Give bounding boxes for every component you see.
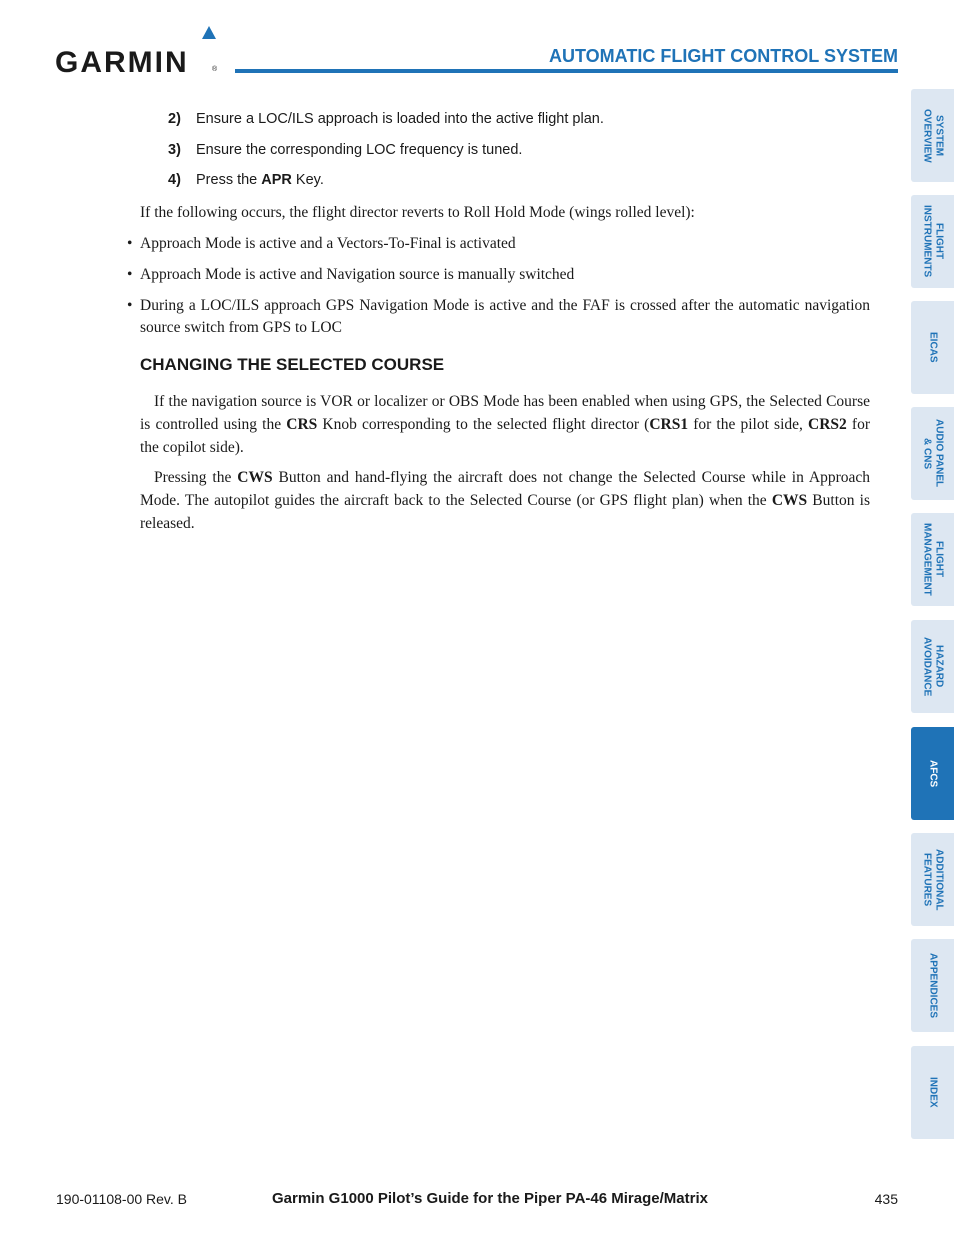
step-number: 3) xyxy=(168,142,181,158)
intro-paragraph: If the following occurs, the flight director reverts to Roll Hold Mode (wings rolled level): xyxy=(140,204,695,221)
garmin-delta-icon xyxy=(202,26,216,40)
logo-text: GARMIN xyxy=(55,46,189,79)
key-crs: CRS xyxy=(286,416,318,433)
tab-label: APPENDICES xyxy=(927,952,939,1018)
key-crs2: CRS2 xyxy=(808,416,847,433)
doc-number: 190-01108-00 Rev. B xyxy=(56,1191,188,1207)
tab-label: FLIGHT INSTRUMENTS xyxy=(921,205,945,278)
tab-label: AUDIO PANEL & CNS xyxy=(921,419,945,488)
bullet-item xyxy=(127,295,870,339)
step-text: Ensure a LOC/ILS approach is loaded into the active flight plan. xyxy=(196,111,604,127)
tab-afcs[interactable] xyxy=(911,727,954,820)
step-number: 2) xyxy=(168,111,181,127)
page-number: 435 xyxy=(874,1191,898,1207)
bullet-glyph: • xyxy=(127,297,133,314)
tab-eicas[interactable] xyxy=(911,301,954,394)
course-paragraph-1 xyxy=(140,390,870,459)
text-run: Pressing the xyxy=(154,469,238,486)
garmin-logo xyxy=(55,26,225,79)
tab-audio-panel-cns[interactable] xyxy=(911,407,954,500)
bullet-text: During a LOC/ILS approach GPS Navigation Mode is active and the FAF is crossed after the automatic navigation source switch from GPS to LOC xyxy=(140,297,870,336)
step-3 xyxy=(168,142,522,158)
key-crs1: CRS1 xyxy=(649,416,689,433)
text-run: for the copilot side). xyxy=(140,416,871,456)
step-text-post: Key. xyxy=(291,172,324,188)
step-text-pre: Press the xyxy=(196,172,262,188)
tab-label: FLIGHT MANAGEMENT xyxy=(921,523,945,596)
text-run: Knob corresponding to the selected flight director ( xyxy=(317,416,650,433)
tab-label: EICAS xyxy=(927,332,939,363)
bullet-item xyxy=(127,233,870,255)
tab-flight-instruments[interactable] xyxy=(911,195,954,288)
key-cws: CWS xyxy=(771,492,808,509)
logo-registered-mark: ® xyxy=(212,66,218,73)
tab-flight-management[interactable] xyxy=(911,513,954,606)
step-text: Ensure the corresponding LOC frequency is tuned. xyxy=(196,142,523,158)
text-run: If the navigation source is VOR or localizer or OBS Mode has been enabled when using GPS, the Selected Course is controlled using the xyxy=(140,393,870,433)
step-2 xyxy=(168,111,604,127)
key-cws: CWS xyxy=(237,469,273,486)
step-number: 4) xyxy=(168,172,181,188)
bullet-text: Approach Mode is active and a Vectors-To-Final is activated xyxy=(140,235,516,252)
subheading: CHANGING THE SELECTED COURSE xyxy=(140,355,445,374)
header-rule xyxy=(235,69,898,73)
course-paragraph-2 xyxy=(140,466,870,535)
tab-system-overview[interactable] xyxy=(911,89,954,182)
bullet-glyph: • xyxy=(127,235,133,252)
tab-label: INDEX xyxy=(927,1077,939,1108)
key-apr: APR xyxy=(261,172,292,188)
text-run: for the pilot side, xyxy=(688,416,809,433)
tab-label: AFCS xyxy=(927,759,939,788)
tab-additional-features[interactable] xyxy=(911,833,954,926)
bullet-item xyxy=(127,264,870,286)
text-run: Button and hand-flying the aircraft does not change the Selected Course while in Approach Mode. The autopilot guides the aircraft back to the Selected Course (or GPS flight plan) when the xyxy=(140,469,871,509)
tab-index[interactable] xyxy=(911,1046,954,1139)
tab-hazard-avoidance[interactable] xyxy=(911,620,954,713)
section-title: AUTOMATIC FLIGHT CONTROL SYSTEM xyxy=(549,46,898,66)
footer-title: Garmin G1000 Pilot’s Guide for the Piper PA-46 Mirage/Matrix xyxy=(272,1190,708,1207)
bullet-glyph: • xyxy=(127,266,133,283)
step-4 xyxy=(168,172,324,188)
tab-label: SYSTEM OVERVIEW xyxy=(921,108,945,163)
bullet-text: Approach Mode is active and Navigation source is manually switched xyxy=(140,266,575,283)
tab-appendices[interactable] xyxy=(911,939,954,1032)
tab-label: HAZARD AVOIDANCE xyxy=(921,636,945,697)
tab-label: ADDITIONAL FEATURES xyxy=(921,848,945,911)
text-run: Button is released. xyxy=(140,492,870,532)
